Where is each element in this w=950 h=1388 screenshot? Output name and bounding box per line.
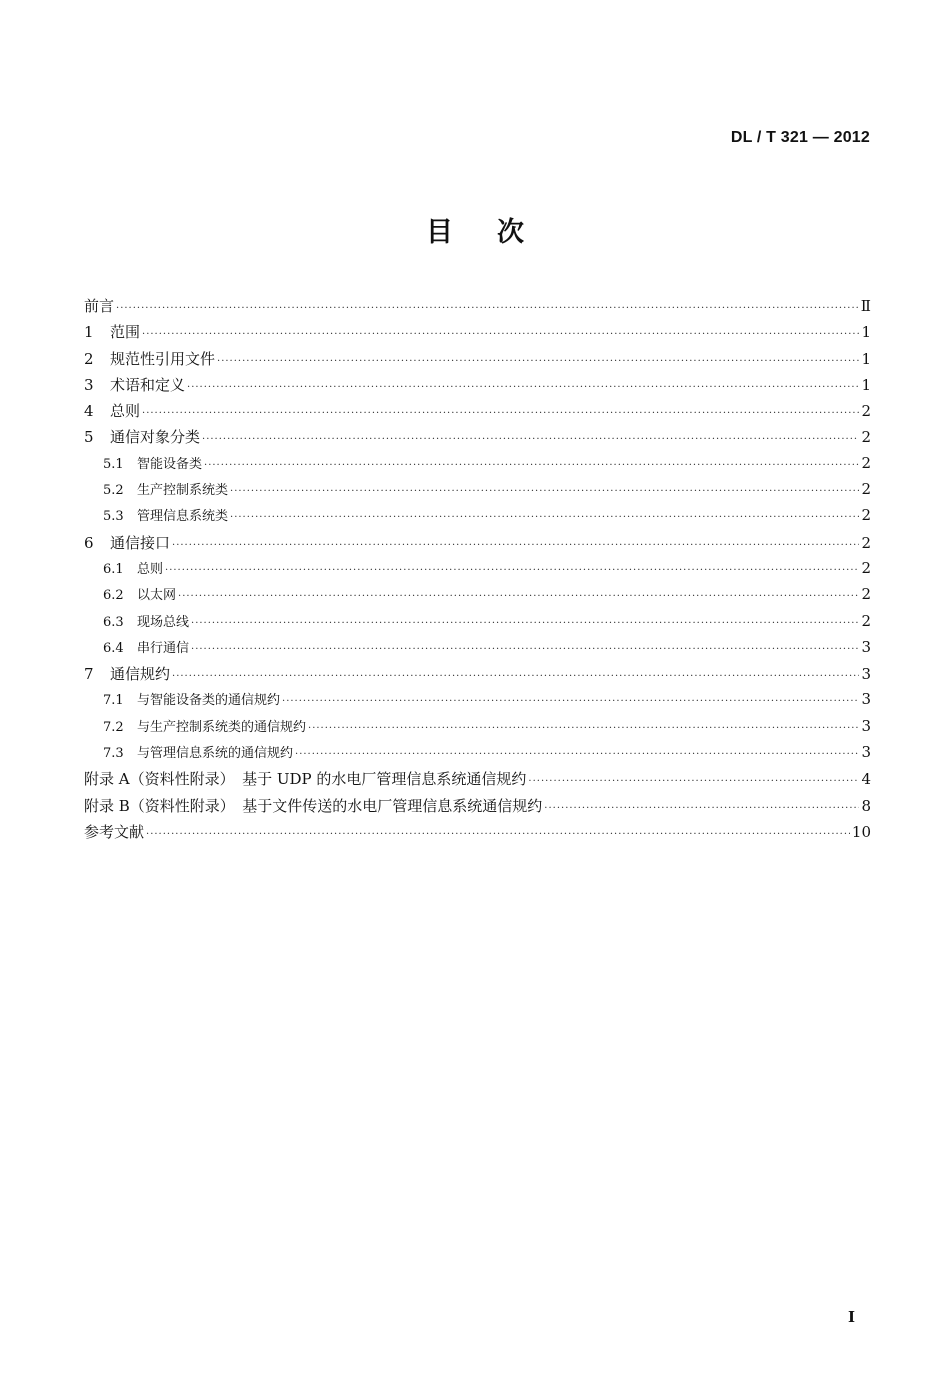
dot-leader bbox=[202, 434, 859, 445]
toc-entry-number: 6.2 bbox=[103, 588, 124, 604]
toc-entry[interactable] bbox=[84, 637, 871, 663]
toc-entry[interactable] bbox=[84, 426, 871, 452]
toc-entry-label: 以太网 bbox=[137, 588, 177, 604]
toc-entry-page: 2 bbox=[861, 453, 871, 472]
toc-entry[interactable] bbox=[84, 611, 871, 637]
toc-entry[interactable] bbox=[84, 795, 871, 821]
toc-entry[interactable] bbox=[84, 348, 871, 374]
toc-entry-label: 智能设备类 bbox=[137, 456, 203, 472]
toc-entry-page: 3 bbox=[861, 690, 871, 709]
dot-leader bbox=[142, 329, 859, 340]
toc-entry[interactable] bbox=[84, 689, 871, 715]
toc-entry-label: 总则 bbox=[137, 561, 164, 577]
dot-leader bbox=[116, 303, 859, 314]
dot-leader bbox=[295, 749, 859, 760]
toc-entry-page: 1 bbox=[861, 349, 871, 368]
dot-leader bbox=[282, 696, 859, 707]
dot-leader bbox=[172, 540, 859, 551]
toc-entry-label: 生产控制系统类 bbox=[137, 483, 229, 499]
toc-entry-number: 4 bbox=[84, 402, 94, 421]
toc-entry[interactable] bbox=[84, 321, 871, 347]
table-of-contents bbox=[84, 295, 871, 847]
dot-leader bbox=[217, 356, 859, 367]
toc-entry-label: 术语和定义 bbox=[110, 375, 186, 394]
toc-entry[interactable] bbox=[84, 742, 871, 768]
toc-entry-number: 7.1 bbox=[103, 693, 124, 709]
toc-entry-page: 2 bbox=[861, 558, 871, 577]
dot-leader bbox=[308, 723, 859, 734]
toc-entry-page: 4 bbox=[861, 770, 871, 789]
toc-entry-label: 与生产控制系统类的通信规约 bbox=[137, 719, 307, 735]
toc-entry-page: 2 bbox=[861, 533, 871, 552]
dot-leader bbox=[142, 408, 859, 419]
toc-entry-label: 与智能设备类的通信规约 bbox=[137, 693, 281, 709]
toc-entry-label: 通信接口 bbox=[110, 533, 171, 552]
dot-leader bbox=[191, 644, 859, 655]
page-title: 目次 bbox=[426, 217, 568, 248]
toc-entry-label: 规范性引用文件 bbox=[110, 349, 216, 368]
toc-entry[interactable] bbox=[84, 400, 871, 426]
toc-entry-number: 7 bbox=[84, 665, 94, 684]
toc-entry-number: 7.2 bbox=[103, 719, 124, 735]
toc-entry-label: 范围 bbox=[110, 323, 141, 342]
standard-code: DL / T 321 — 2012 bbox=[730, 129, 870, 146]
toc-entry[interactable] bbox=[84, 479, 871, 505]
toc-entry[interactable] bbox=[84, 584, 871, 610]
toc-entry-label: 附录 B（资料性附录） 基于文件传送的水电厂管理信息系统通信规约 bbox=[84, 796, 543, 815]
toc-entry-label: 参考文献 bbox=[84, 822, 145, 841]
toc-entry-number: 6.1 bbox=[103, 561, 124, 577]
toc-entry-number: 6.4 bbox=[103, 640, 124, 656]
toc-entry-page: 2 bbox=[861, 480, 871, 499]
toc-entry[interactable] bbox=[84, 532, 871, 558]
toc-entry-number: 7.3 bbox=[103, 746, 124, 762]
toc-entry-page: 3 bbox=[861, 716, 871, 735]
toc-entry-number: 6 bbox=[84, 533, 94, 552]
dot-leader bbox=[165, 565, 859, 576]
toc-entry-label: 附录 A（资料性附录） 基于 UDP 的水电厂管理信息系统通信规约 bbox=[84, 770, 527, 789]
toc-entry-label: 串行通信 bbox=[137, 640, 190, 656]
dot-leader bbox=[204, 460, 859, 471]
toc-entry[interactable] bbox=[84, 558, 871, 584]
toc-entry-page: Ⅱ bbox=[860, 297, 871, 315]
dot-leader bbox=[528, 776, 859, 787]
toc-entry-page: 1 bbox=[861, 375, 871, 394]
dot-leader bbox=[146, 829, 850, 840]
toc-entry-page: 1 bbox=[861, 323, 871, 342]
toc-entry-number: 5.2 bbox=[103, 483, 124, 499]
toc-entry-page: 3 bbox=[861, 637, 871, 656]
dot-leader bbox=[172, 671, 859, 682]
toc-entry[interactable] bbox=[84, 821, 871, 847]
toc-entry[interactable] bbox=[84, 768, 871, 794]
toc-entry-page: 2 bbox=[861, 506, 871, 525]
toc-entry-label: 现场总线 bbox=[137, 614, 190, 630]
toc-entry-number: 5.3 bbox=[103, 509, 124, 525]
toc-entry-number: 5 bbox=[84, 428, 94, 447]
toc-entry-label: 与管理信息系统的通信规约 bbox=[137, 746, 294, 762]
toc-entry[interactable] bbox=[84, 505, 871, 531]
toc-entry-label: 前言 bbox=[84, 297, 115, 315]
dot-leader bbox=[544, 803, 859, 814]
toc-entry[interactable] bbox=[84, 663, 871, 689]
toc-entry-number: 2 bbox=[84, 349, 94, 368]
toc-entry-label: 通信规约 bbox=[110, 665, 171, 684]
toc-entry-number: 6.3 bbox=[103, 614, 124, 630]
toc-entry[interactable] bbox=[84, 374, 871, 400]
toc-entry-label: 通信对象分类 bbox=[110, 428, 201, 447]
toc-entry[interactable] bbox=[84, 453, 871, 479]
dot-leader bbox=[187, 382, 859, 393]
toc-entry-page: 2 bbox=[861, 611, 871, 630]
page-number: I bbox=[848, 1308, 856, 1326]
toc-entry-page: 3 bbox=[861, 665, 871, 684]
dot-leader bbox=[191, 618, 859, 629]
dot-leader bbox=[230, 512, 859, 523]
dot-leader bbox=[178, 591, 859, 602]
toc-entry-number: 3 bbox=[84, 375, 94, 394]
toc-entry-page: 10 bbox=[851, 822, 871, 841]
toc-entry-number: 5.1 bbox=[103, 456, 124, 472]
toc-entry[interactable] bbox=[84, 716, 871, 742]
toc-entry-page: 2 bbox=[861, 428, 871, 447]
toc-entry[interactable] bbox=[84, 295, 871, 321]
toc-entry-page: 8 bbox=[861, 796, 871, 815]
dot-leader bbox=[230, 486, 859, 497]
toc-entry-page: 2 bbox=[861, 585, 871, 604]
toc-entry-number: 1 bbox=[84, 323, 94, 342]
toc-entry-page: 3 bbox=[861, 743, 871, 762]
toc-entry-label: 管理信息系统类 bbox=[137, 509, 229, 525]
toc-entry-page: 2 bbox=[861, 402, 871, 421]
toc-entry-label: 总则 bbox=[110, 402, 141, 421]
